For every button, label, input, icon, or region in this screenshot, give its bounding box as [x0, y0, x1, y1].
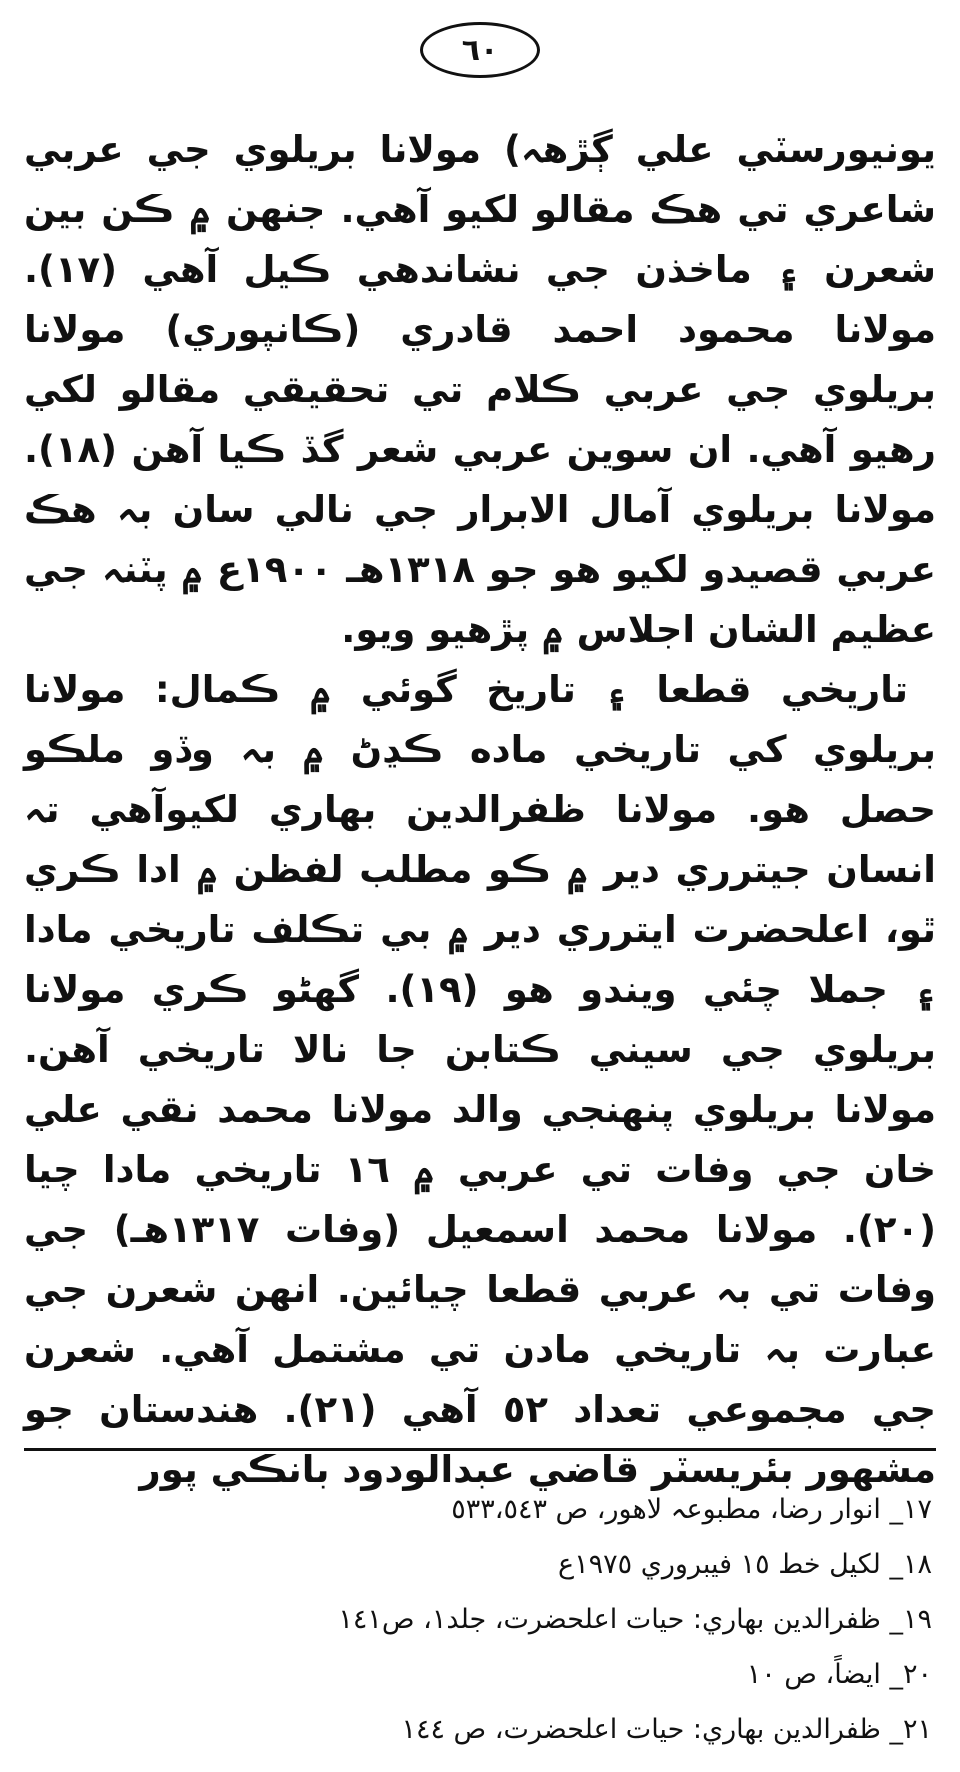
paragraph-2: تاريخي قطعا ۽ تاريخ گوئي ۾ ڪمال: مولانا بريلوي کي تاريخي ماده ڪڍڻ ۾ بہ وڏو ملڪو حصل هو. مولانا ظفرالدين بهاري لکيوآهي تہ انسان جيترري دير ۾ ڪو مطلب لفظن ۾ ادا ڪري ٿو، اعلحضرت ايترري دير ۾ بي تڪلف تاريخي مادا ۽ جملا چئي ويندو هو (١٩). گھڻو ڪري مولانا بريلوي جي سيني ڪتابن جا نالا تاريخي آهن. مولانا بريلوي پنهنجي والد مولانا محمد نقي علي خان جي وفات تي عربي ۾ ١٦ تاريخي مادا چيا (٢٠). مولانا محمد اسمعيل (وفات ١٣١٧ھـ) جي وفات تي بہ عربي قطعا چيائين. انهن شعرن جي عبارت بہ تاريخي مادن تي مشتمل آهي. شعرن جي مجموعي تعداد ٥٢ آهي (٢١). هندستان جو مشهور بئريسٽر قاضي عبدالودود بانڪي پور [24, 668, 937, 1491]
page-number-text: ٦٠ [461, 32, 499, 68]
main-text [24, 120, 936, 1500]
footnote-divider [24, 1448, 936, 1451]
page-number [420, 22, 540, 78]
paragraph-1: يونيورسٽي علي ڳڙهہ) مولانا بريلوي جي عربي شاعري تي هڪ مقالو لکيو آهي. جنهن ۾ ڪن بين شعرن ۽ ماخذن جي نشاندهي ڪيل آهي (١٧). مولانا محمود احمد قادري (ڪانپوري) مولانا بريلوي جي عربي ڪلام تي تحقيقي مقالو لکي رهيو آهي. ان سوين عربي شعر گڏ ڪيا آهن (١٨). مولانا بريلوي آمال الابرار جي نالي سان بہ هڪ عربي قصيدو لکيو هو جو ١٣١٨ھـ ١٩٠٠ع ۾ پٽنہ جي عظيم الشان اجلاس ۾ پڙهيو ويو. [24, 128, 936, 651]
footnote-21: ٢١_ ظفرالدين بهاري: حيات اعلحضرت، ص ١٤٤ [401, 1714, 932, 1745]
footnote-18: ١٨_ لکيل خط ١٥ فيبروري ١٩٧٥ع [558, 1549, 932, 1580]
footnote-20: ٢٠_ ايضاً، ص ١٠ [746, 1659, 932, 1690]
footnote-19: ١٩_ ظفرالدين بهاري: حيات اعلحضرت، جلد١، ص١٤١ [338, 1604, 932, 1635]
footnotes [24, 1482, 936, 1757]
footnote-17: ١٧_ انوار رضا، مطبوعہ لاهور، ص ٥٣٣،٥٤٣ [451, 1494, 932, 1525]
